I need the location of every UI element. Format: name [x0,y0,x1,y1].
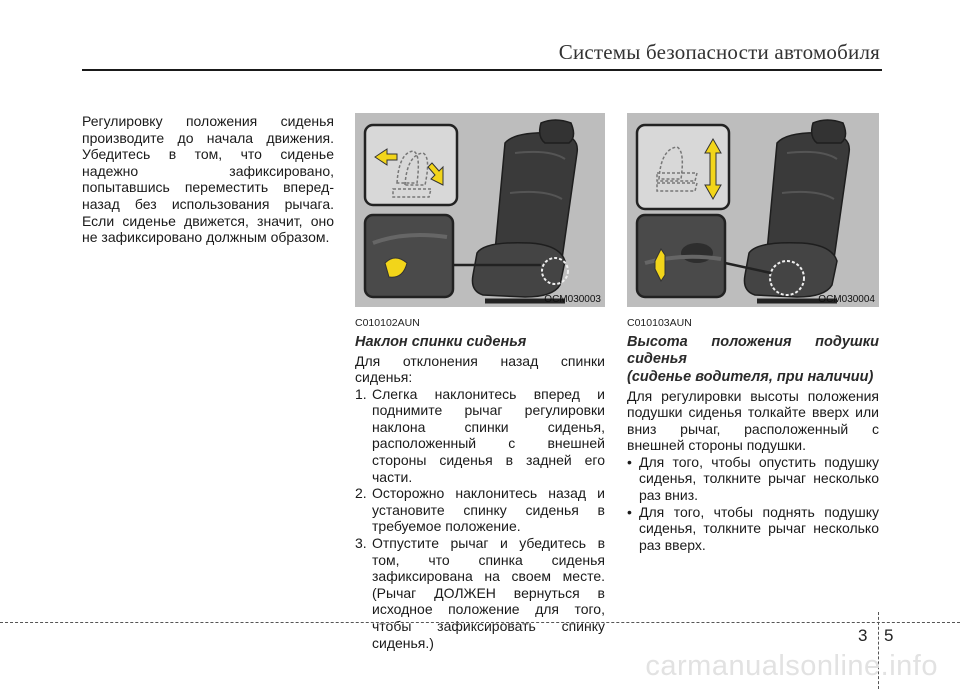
section-code-height: C010103AUN [627,317,692,329]
watermark: carmanualsonline.info [645,650,938,682]
step-number: 1. [355,385,367,402]
right-text-column [627,317,879,553]
recline-step [355,485,605,535]
section-code-recline: C010102AUN [355,317,420,329]
step-text: Отпустите рычаг и убедитесь в том, что спинка сиденья зафиксирована на своем месте. (Рычаг ДОЛЖЕН вернуться в исходное положение для того, чтобы зафиксировать спинку сиденья.) [372,535,605,651]
height-intro: Для регулировки высоты положения подушки сиденья толкайте вверх или вниз рычаг, расположенный с внешней стороны подушки. [627,387,879,454]
section-header-title: Системы безопасности автомобиля [558,40,880,64]
section-subtitle-height: (сиденье водителя, при наличии) [627,369,874,385]
bullet-text: Для того, чтобы поднять подушку сиденья, толкните рычаг несколько раз вверх. [639,503,879,553]
page-number: 5 [884,626,894,645]
footer-rule [0,622,960,623]
step-text: Слегка наклонитесь вперед и поднимите рычаг регулировки наклона спинки сиденья, расположенный с внешней стороны сиденья в задней его части. [372,385,605,485]
seatback-recline-illustration [355,113,605,307]
cushion-height-figure [627,113,879,307]
height-bullet [627,504,879,554]
bullet-mark: • [627,503,632,520]
left-text-column [82,113,334,246]
section-title-recline: Наклон спинки сиденья [355,334,527,350]
step-text: Осторожно наклонитесь назад и установите спинку сиденья в требуемое положение. [372,485,605,535]
height-bullet [627,454,879,504]
cushion-height-illustration [627,113,879,307]
seat-adjust-paragraph: Регулировку положения сиденья производите до начала движения. Убедитесь в том, что сиденье надежно зафиксировано, попытавшись переместить вперед-назад без использования рычага. Если сиденье движется, значит, оно не зафиксировано должным образом. [82,113,334,246]
bullet-mark: • [627,453,632,470]
section-title-height: Высота положения подушки сиденья [627,334,879,367]
seatback-recline-figure [355,113,605,307]
bullet-text: Для того, чтобы опустить подушку сиденья, толкните рычаг несколько раз вниз. [639,453,879,504]
header-rule [82,69,882,71]
figure-code-right: OCM030004 [818,294,875,305]
recline-intro: Для отклонения назад спинки сиденья: [355,352,605,386]
step-number: 3. [355,535,367,552]
chapter-number: 3 [858,626,868,645]
figure-code-left: OCM030003 [544,294,601,305]
recline-step [355,386,605,486]
middle-text-column [355,317,605,651]
recline-step [355,535,605,651]
step-number: 2. [355,485,367,502]
